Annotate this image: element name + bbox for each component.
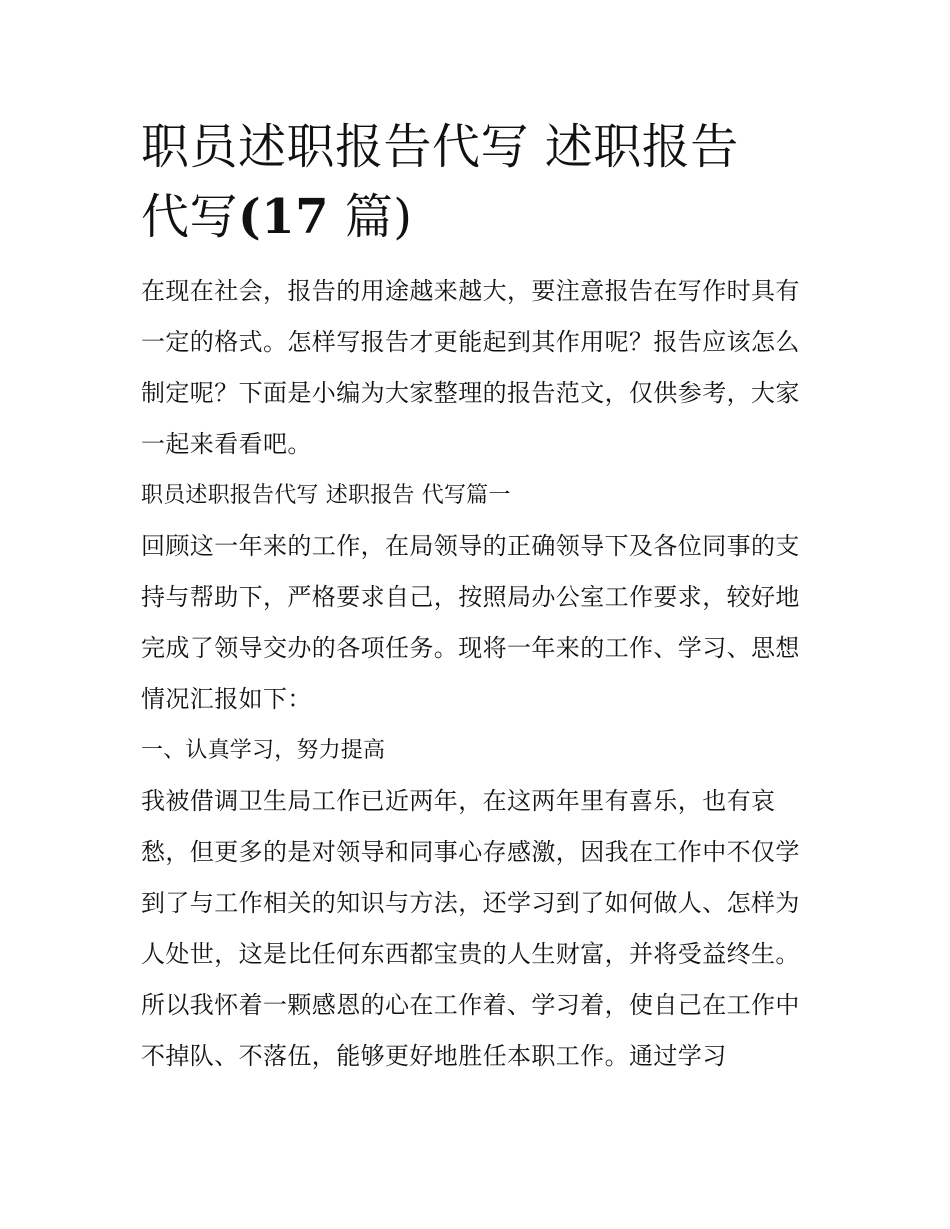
title-line-2 (141, 182, 781, 252)
paragraph-review (141, 521, 821, 725)
paragraph-line: 回顾这一年来的工作，在局领导的正确领导下及各位同事的支 (141, 532, 800, 560)
title-line-2-prefix: 代写 (141, 189, 239, 245)
paragraph-line: 情况汇报如下： (141, 685, 312, 713)
intro-line: 一起来看看吧。 (141, 430, 312, 458)
title-line-1: 职员述职报告代写 述职报告 (141, 119, 739, 175)
title-count: (17 (238, 189, 330, 245)
paragraph-line: 所以我怀着一颗感恩的心在工作着、学习着，使自己在工作中 (141, 991, 800, 1019)
paragraph-line: 人处世，这是比任何东西都宝贵的人生财富，并将受益终生。 (141, 940, 800, 968)
paragraph-line: 完成了领导交办的各项任务。现将一年来的工作、学习、思想 (141, 634, 800, 662)
document-title (141, 112, 781, 252)
document-content (141, 112, 821, 1082)
paragraph-line: 持与帮助下，严格要求自己，按照局办公室工作要求，较好地 (141, 583, 800, 611)
title-line-2-suffix: 篇) (344, 189, 413, 245)
paragraph-line: 到了与工作相关的知识与方法，还学习到了如何做人、怎样为 (141, 889, 800, 917)
section-heading: 职员述职报告代写 述职报告 代写篇一 (141, 483, 511, 508)
paragraph-study (141, 776, 821, 1082)
paragraph-line: 不掉队、不落伍，能够更好地胜任本职工作。通过学习 (141, 1042, 727, 1070)
intro-line: 在现在社会，报告的用途越来越大，要注意报告在写作时具有 (141, 277, 800, 305)
intro-line: 一定的格式。怎样写报告才更能起到其作用呢？报告应该怎么 (141, 328, 800, 356)
paragraph-line: 愁，但更多的是对领导和同事心存感激，因我在工作中不仅学 (141, 838, 800, 866)
intro-paragraph (141, 266, 821, 470)
intro-line: 制定呢？下面是小编为大家整理的报告范文，仅供参考，大家 (141, 379, 800, 407)
paragraph-line: 我被借调卫生局工作已近两年，在这两年里有喜乐，也有哀 (141, 787, 776, 815)
subheading: 一、认真学习，努力提高 (141, 738, 386, 763)
